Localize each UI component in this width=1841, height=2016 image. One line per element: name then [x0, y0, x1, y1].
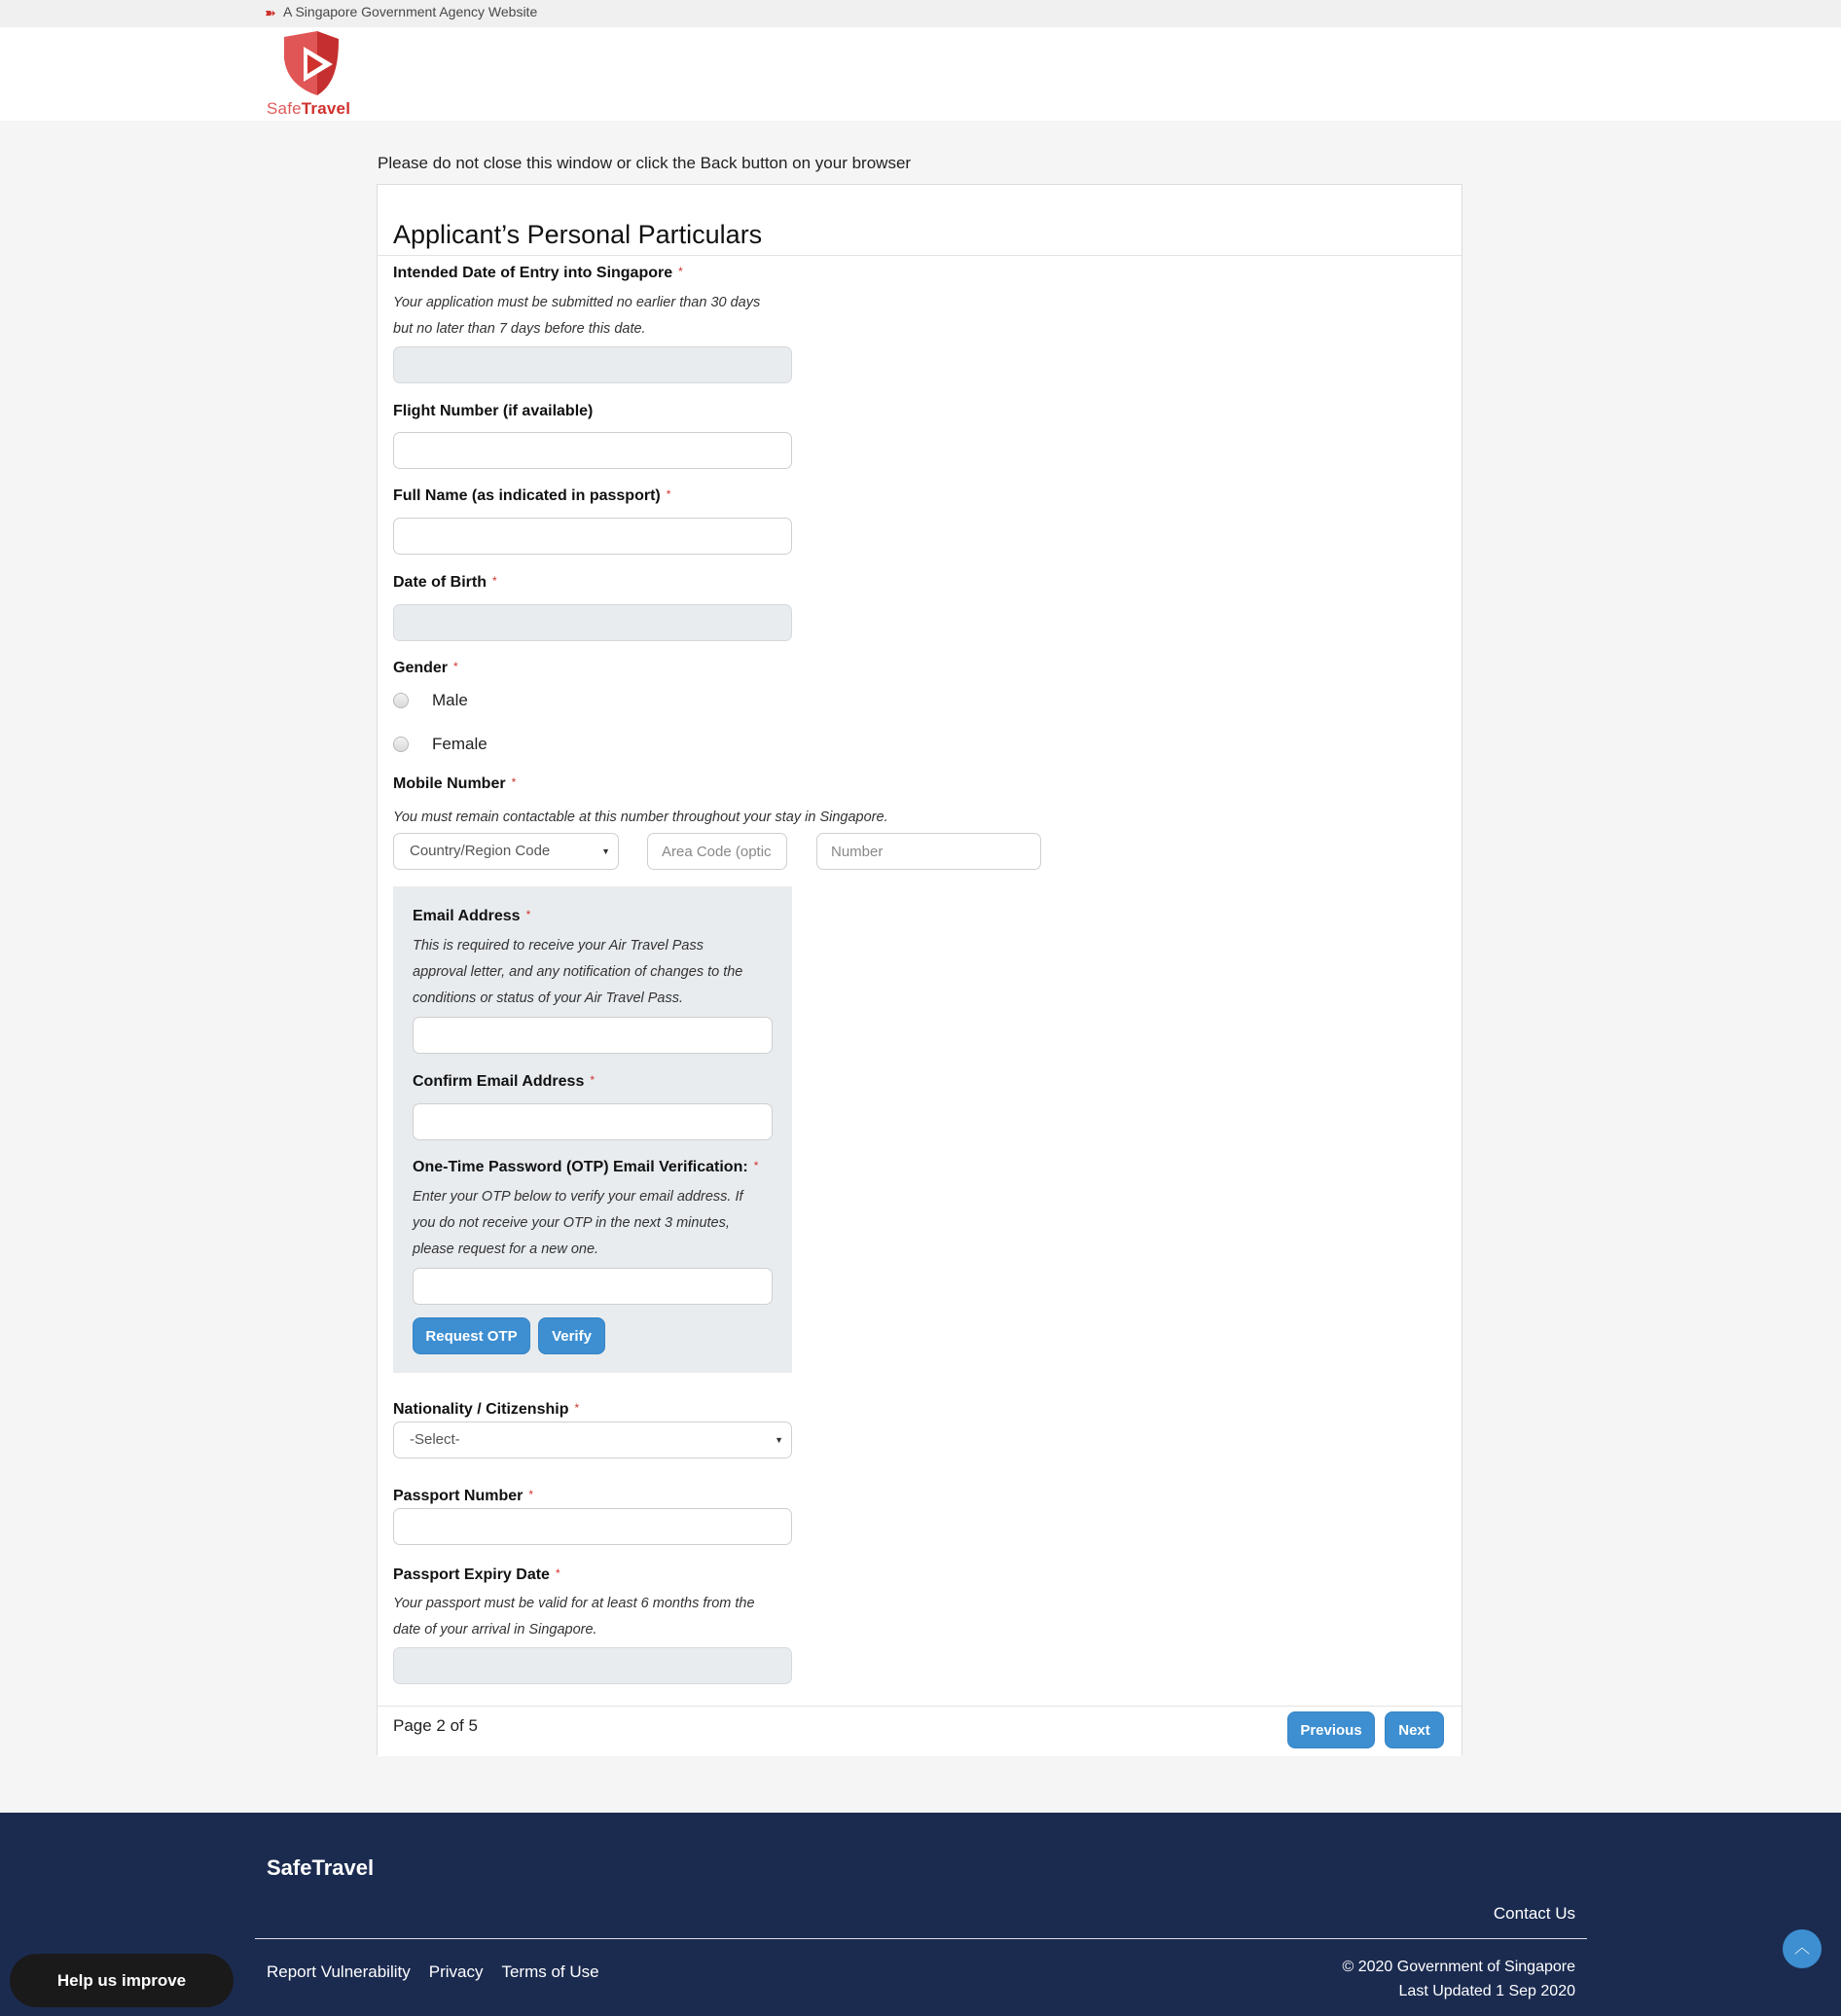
mobile-number-hint: You must remain contactable at this number throughout your stay in Singapore. [393, 810, 888, 825]
contact-us-link[interactable]: Contact Us [1493, 1904, 1575, 1923]
passport-number-input[interactable] [393, 1508, 792, 1545]
shield-play-icon [278, 31, 348, 97]
copyright-text: © 2020 Government of Singapore [1342, 1959, 1575, 1975]
female-radio-label: Female [432, 735, 487, 753]
chevron-up-icon[interactable]: ︿ [1783, 1929, 1822, 1968]
otp-input[interactable] [413, 1268, 773, 1305]
verify-otp-button[interactable]: Verify [538, 1317, 605, 1354]
entry-date-hint: Your application must be submitted no earlier than 30 days but no later than 7 days before this date. [393, 295, 761, 337]
do-not-close-notice: Please do not close this window or click the Back button on your browser [378, 154, 912, 172]
terms-of-use-link[interactable]: Terms of Use [501, 1962, 599, 1981]
logo-wordmark: SafeTravel [267, 99, 351, 118]
site-header [0, 27, 1841, 121]
entry-date-input[interactable] [393, 346, 792, 383]
date-of-birth-input[interactable] [393, 604, 792, 641]
email-verification-panel [393, 886, 792, 1373]
male-radio[interactable] [393, 693, 409, 708]
passport-expiry-hint: Your passport must be valid for at least 6 months from the date of your arrival in Singapore. [393, 1596, 755, 1638]
flight-number-input[interactable] [393, 432, 792, 469]
masthead-text: A Singapore Government Agency Website [283, 4, 538, 19]
email-label: Email Address * [413, 908, 531, 924]
lion-head-icon: ➽ [265, 5, 276, 20]
confirm-email-input[interactable] [413, 1103, 773, 1140]
privacy-link[interactable]: Privacy [428, 1962, 484, 1981]
footer-brand: SafeTravel [267, 1855, 375, 1880]
government-masthead [0, 0, 1841, 27]
form-title: Applicant’s Personal Particulars [393, 220, 763, 249]
next-button[interactable]: Next [1385, 1711, 1444, 1748]
entry-date-label: Intended Date of Entry into Singapore * [393, 265, 683, 281]
application-form-card [377, 184, 1462, 1755]
email-input[interactable] [413, 1017, 773, 1054]
help-us-improve-button[interactable]: Help us improve [10, 1954, 234, 2007]
flight-number-label: Flight Number (if available) [393, 403, 594, 419]
previous-button[interactable]: Previous [1287, 1711, 1375, 1748]
confirm-email-label: Confirm Email Address * [413, 1073, 596, 1090]
female-radio[interactable] [393, 737, 409, 752]
caret-down-icon: ▼ [601, 846, 610, 856]
form-navigation [378, 1706, 1462, 1756]
last-updated-text: Last Updated 1 Sep 2020 [1398, 1983, 1575, 1999]
footer-links [267, 1962, 599, 1982]
passport-expiry-label: Passport Expiry Date * [393, 1566, 560, 1583]
gender-label: Gender * [393, 660, 458, 676]
nationality-select[interactable]: -Select- ▼ [393, 1422, 792, 1458]
male-radio-label: Male [432, 691, 468, 709]
country-code-select[interactable]: Country/Region Code ▼ [393, 833, 619, 870]
report-vulnerability-link[interactable]: Report Vulnerability [267, 1962, 411, 1981]
caret-down-icon: ▼ [775, 1435, 783, 1445]
request-otp-button[interactable]: Request OTP [413, 1317, 530, 1354]
passport-number-label: Passport Number * [393, 1488, 534, 1504]
passport-expiry-input[interactable] [393, 1647, 792, 1684]
copyright-block [1343, 1955, 1576, 2003]
nationality-label: Nationality / Citizenship * [393, 1401, 580, 1418]
footer-divider [255, 1938, 1587, 1939]
mobile-number-label: Mobile Number * [393, 775, 517, 792]
page-indicator: Page 2 of 5 [393, 1716, 478, 1735]
email-hint: This is required to receive your Air Travel Pass approval letter, and any notification of changes to the conditions or status of your Air Travel Pass. [413, 938, 743, 1006]
gender-option-male[interactable] [393, 691, 468, 710]
full-name-label: Full Name (as indicated in passport) * [393, 487, 671, 504]
area-code-input[interactable] [647, 833, 787, 870]
card-header [378, 185, 1462, 256]
date-of-birth-label: Date of Birth * [393, 574, 497, 591]
otp-label: One-Time Password (OTP) Email Verification: * [413, 1159, 759, 1175]
gender-option-female[interactable] [393, 735, 487, 754]
full-name-input[interactable] [393, 518, 792, 555]
safetravel-logo[interactable] [265, 31, 358, 119]
phone-number-input[interactable] [816, 833, 1041, 870]
site-footer [0, 1813, 1841, 2016]
otp-hint: Enter your OTP below to verify your email address. If you do not receive your OTP in the next 3 minutes, please request for a new one. [413, 1189, 743, 1257]
